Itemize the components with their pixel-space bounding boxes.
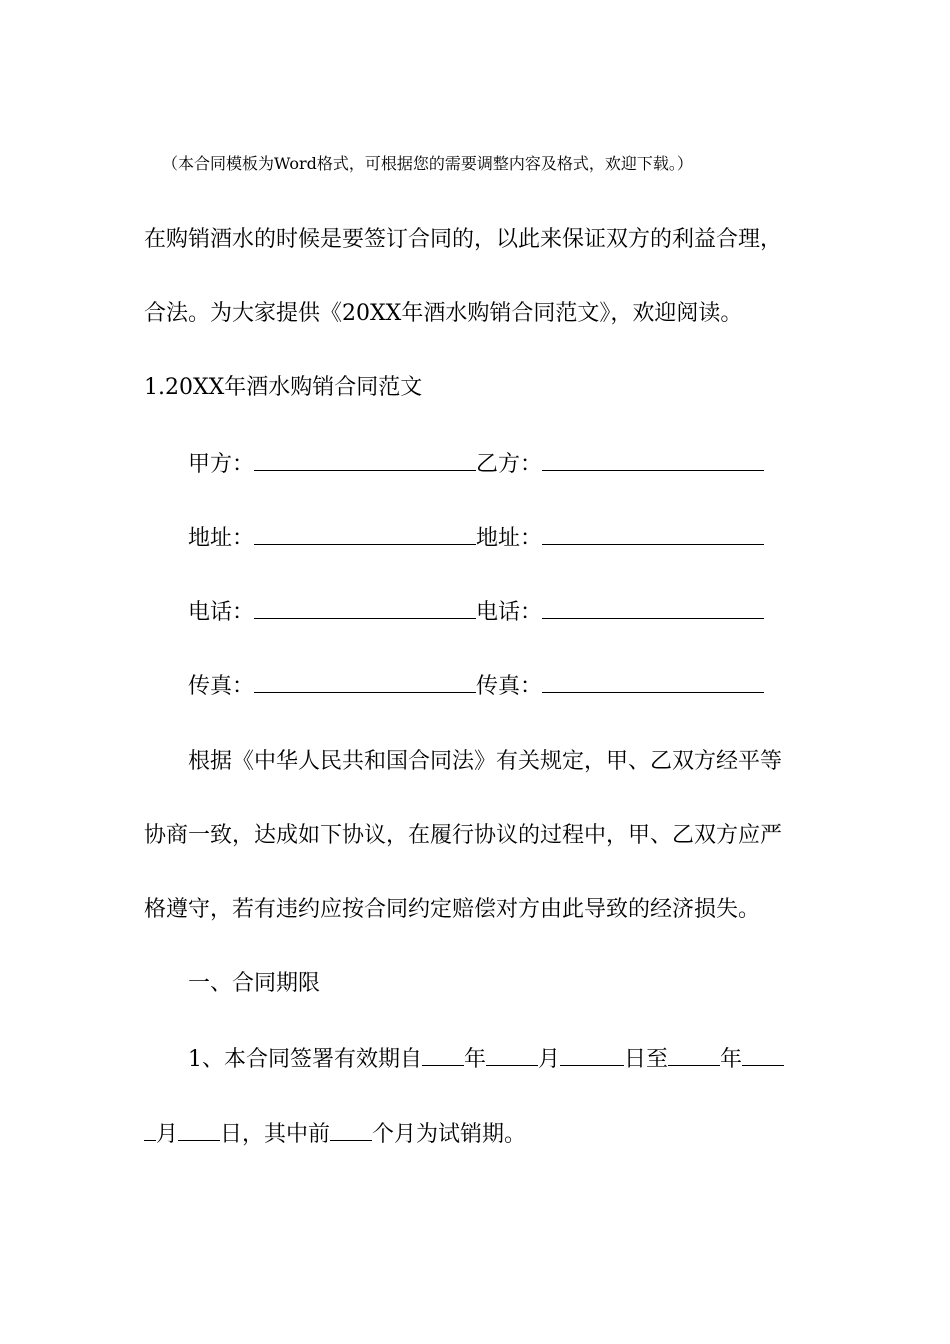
contract-heading: 1.20XX年酒水购销合同范文 — [144, 375, 423, 400]
fax-b-field[interactable] — [542, 672, 764, 693]
party-row — [188, 450, 764, 479]
end-day-label: 日，其中前 — [220, 1122, 331, 1147]
phone-a-label: 电话： — [188, 600, 255, 625]
trial-suffix: 个月为试销期。 — [372, 1122, 527, 1147]
end-month-field-part1[interactable] — [742, 1045, 784, 1066]
start-day-label: 日至 — [624, 1047, 669, 1072]
end-month-field-part2[interactable] — [144, 1120, 156, 1141]
start-year-field[interactable] — [422, 1045, 464, 1066]
address-a-field[interactable] — [254, 524, 476, 545]
fax-b-label: 传真： — [476, 674, 543, 699]
party-a-label: 甲方： — [188, 452, 255, 477]
template-note: （本合同模板为Word格式，可根据您的需要调整内容及格式，欢迎下载。） — [162, 154, 693, 173]
address-row — [188, 524, 764, 553]
start-day-field[interactable] — [560, 1045, 624, 1066]
clause-1-line-2 — [144, 1120, 526, 1149]
paragraph-1-line-2: 协商一致，达成如下协议，在履行协议的过程中，甲、乙双方应严 — [144, 823, 783, 848]
phone-a-field[interactable] — [254, 598, 476, 619]
intro-line-2: 合法。为大家提供《20XX年酒水购销合同范文》，欢迎阅读。 — [144, 301, 743, 326]
party-a-field[interactable] — [254, 450, 476, 471]
intro-line-1: 在购销酒水的时候是要签订合同的，以此来保证双方的利益合理， — [144, 227, 783, 252]
clause-1-prefix: 1、本合同签署有效期自 — [188, 1047, 422, 1072]
paragraph-1-line-3: 格遵守，若有违约应按合同约定赔偿对方由此导致的经济损失。 — [144, 897, 761, 922]
end-month-label: 月 — [156, 1122, 179, 1147]
end-day-field[interactable] — [178, 1120, 220, 1141]
clause-1-line-1 — [188, 1045, 784, 1074]
paragraph-1-line-1: 根据《中华人民共和国合同法》有关规定，甲、乙双方经平等 — [188, 749, 783, 774]
fax-a-label: 传真： — [188, 674, 255, 699]
party-b-field[interactable] — [542, 450, 764, 471]
phone-row — [188, 598, 764, 627]
fax-row — [188, 672, 764, 701]
address-a-label: 地址： — [188, 526, 255, 551]
phone-b-label: 电话： — [476, 600, 543, 625]
party-b-label: 乙方： — [476, 452, 543, 477]
end-year-field[interactable] — [668, 1045, 720, 1066]
end-year-label: 年 — [720, 1047, 743, 1072]
trial-months-field[interactable] — [330, 1120, 372, 1141]
section-1-title: 一、合同期限 — [188, 971, 321, 996]
phone-b-field[interactable] — [542, 598, 764, 619]
start-month-field[interactable] — [486, 1045, 538, 1066]
address-b-field[interactable] — [542, 524, 764, 545]
address-b-label: 地址： — [476, 526, 543, 551]
start-year-label: 年 — [464, 1047, 487, 1072]
start-month-label: 月 — [538, 1047, 561, 1072]
fax-a-field[interactable] — [254, 672, 476, 693]
